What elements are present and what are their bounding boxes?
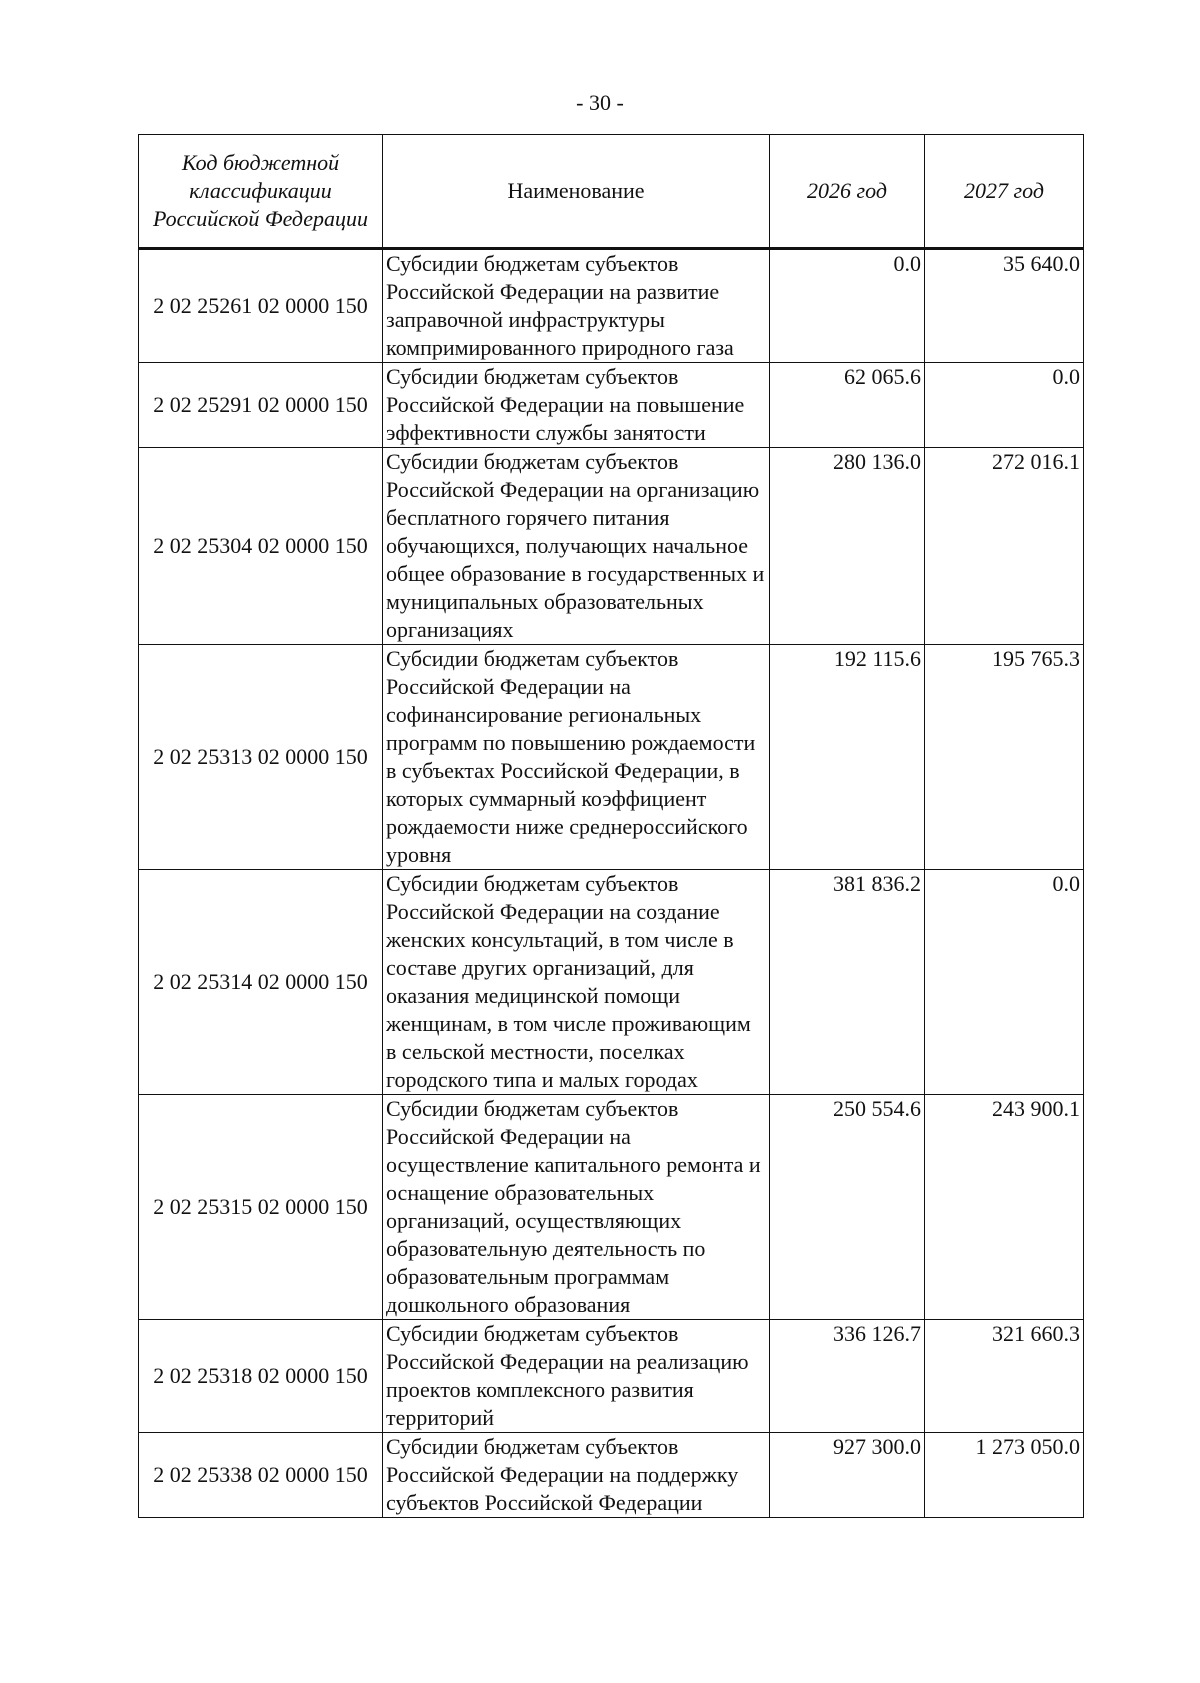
row-amount-2027: 272 016.1 <box>925 448 1084 645</box>
row-name: Субсидии бюджетам субъектов Российской Федерации на повышение эффективности службы занятости <box>383 363 770 448</box>
table-row <box>139 1320 1084 1433</box>
header-year-2026: 2026 год <box>770 135 925 249</box>
row-amount-2026: 192 115.6 <box>770 645 925 870</box>
table-row <box>139 870 1084 1095</box>
table-row <box>139 1433 1084 1518</box>
row-name: Субсидии бюджетам субъектов Российской Федерации на поддержку субъектов Российской Федерации <box>383 1433 770 1518</box>
header-year-2027: 2027 год <box>925 135 1084 249</box>
row-code: 2 02 25261 02 0000 150 <box>139 249 383 363</box>
row-amount-2027: 0.0 <box>925 870 1084 1095</box>
row-amount-2027: 195 765.3 <box>925 645 1084 870</box>
table-row <box>139 448 1084 645</box>
row-name: Субсидии бюджетам субъектов Российской Федерации на софинансирование региональных программ по повышению рождаемости в субъектах Российской Федерации, в которых суммарный коэффициент рождаемости ниже среднероссийского уровня <box>383 645 770 870</box>
row-amount-2027: 243 900.1 <box>925 1095 1084 1320</box>
row-code: 2 02 25318 02 0000 150 <box>139 1320 383 1433</box>
row-amount-2027: 1 273 050.0 <box>925 1433 1084 1518</box>
header-row <box>139 135 1084 249</box>
row-amount-2026: 381 836.2 <box>770 870 925 1095</box>
row-amount-2026: 336 126.7 <box>770 1320 925 1433</box>
page-number: - 30 - <box>576 90 624 115</box>
header-code: Код бюджетной классификации Российской Федерации <box>139 135 383 249</box>
row-amount-2026: 280 136.0 <box>770 448 925 645</box>
row-amount-2027: 0.0 <box>925 363 1084 448</box>
row-code: 2 02 25304 02 0000 150 <box>139 448 383 645</box>
row-amount-2027: 35 640.0 <box>925 249 1084 363</box>
table-row <box>139 249 1084 363</box>
budget-table <box>138 134 1084 1518</box>
table-row <box>139 363 1084 448</box>
table-body <box>139 249 1084 1518</box>
row-name: Субсидии бюджетам субъектов Российской Федерации на организацию бесплатного горячего питания обучающихся, получающих начальное общее образование в государственных и муниципальных образовательных организациях <box>383 448 770 645</box>
row-name: Субсидии бюджетам субъектов Российской Федерации на осуществление капитального ремонта и оснащение образовательных организаций, осуществляющих образовательную деятельность по образовательным программам дошкольного образования <box>383 1095 770 1320</box>
row-name: Субсидии бюджетам субъектов Российской Федерации на развитие заправочной инфраструктуры компримированного природного газа <box>383 249 770 363</box>
row-code: 2 02 25315 02 0000 150 <box>139 1095 383 1320</box>
header-name: Наименование <box>383 135 770 249</box>
table-row <box>139 1095 1084 1320</box>
row-code: 2 02 25338 02 0000 150 <box>139 1433 383 1518</box>
table-row <box>139 645 1084 870</box>
row-amount-2027: 321 660.3 <box>925 1320 1084 1433</box>
row-amount-2026: 0.0 <box>770 249 925 363</box>
row-code: 2 02 25313 02 0000 150 <box>139 645 383 870</box>
row-code: 2 02 25291 02 0000 150 <box>139 363 383 448</box>
table-header <box>139 135 1084 249</box>
row-amount-2026: 250 554.6 <box>770 1095 925 1320</box>
row-name: Субсидии бюджетам субъектов Российской Федерации на реализацию проектов комплексного развития территорий <box>383 1320 770 1433</box>
row-code: 2 02 25314 02 0000 150 <box>139 870 383 1095</box>
row-amount-2026: 927 300.0 <box>770 1433 925 1518</box>
row-name: Субсидии бюджетам субъектов Российской Федерации на создание женских консультаций, в том числе в составе других организаций, для оказания медицинской помощи женщинам, в том числе проживающим в сельской местности, поселках городского типа и малых городах <box>383 870 770 1095</box>
row-amount-2026: 62 065.6 <box>770 363 925 448</box>
